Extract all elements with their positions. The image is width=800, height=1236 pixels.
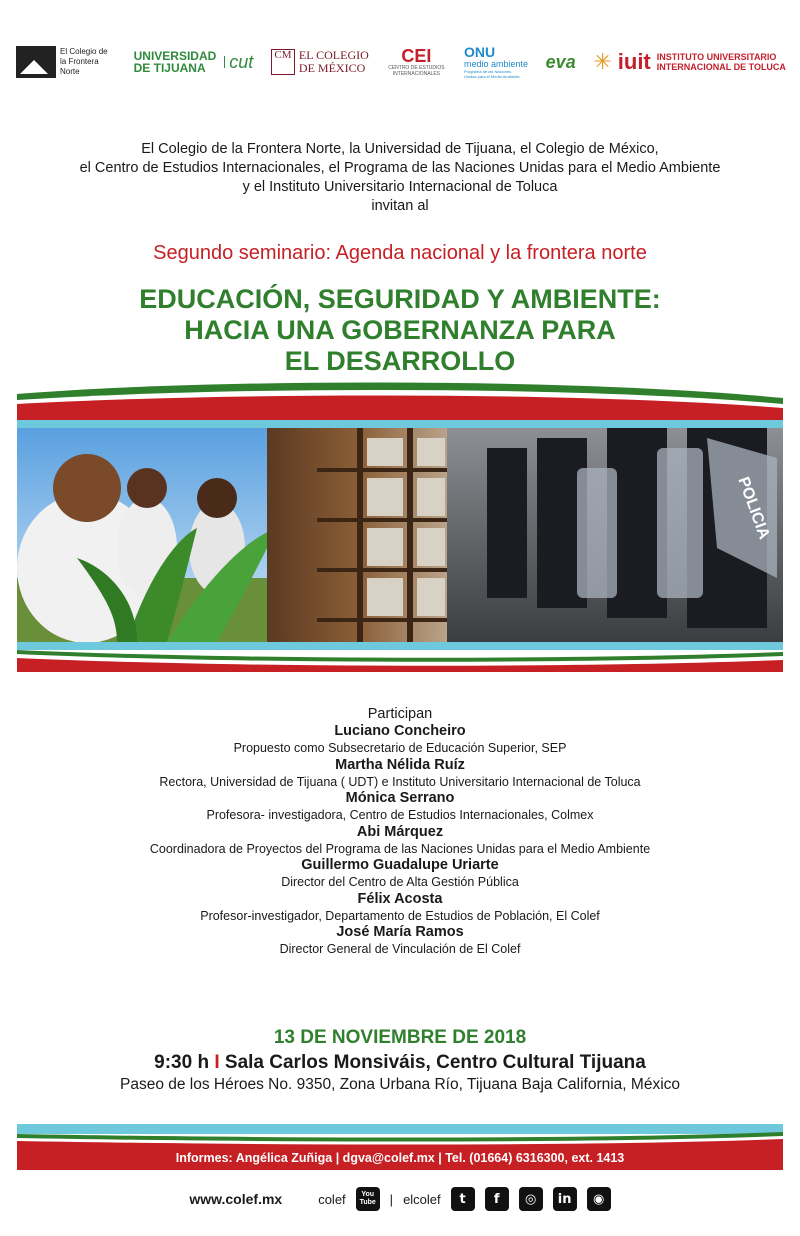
event-date: 13 DE NOVIEMBRE DE 2018 xyxy=(273,1027,527,1048)
participant-name: Abi Márquez xyxy=(356,823,444,840)
udt-logo xyxy=(134,50,254,74)
social-handle: elcolef xyxy=(403,1191,441,1207)
event-address: Paseo de los Héroes No. 9350, Zona Urbana Río, Tijuana Baja California, México xyxy=(119,1076,681,1093)
decorative-band-bottom xyxy=(17,642,783,672)
onu-subtext: medio ambiente xyxy=(464,59,529,69)
iuit-star-icon: ✳ xyxy=(593,49,612,74)
website-link[interactable]: www.colef.mx xyxy=(189,1191,283,1207)
onu-logo xyxy=(464,45,528,79)
event-venue: Sala Carlos Monsiváis, Centro Cultural Tijuana xyxy=(224,1052,646,1073)
youtube-handle: colef xyxy=(318,1191,346,1207)
contact-info-bar: Informes: Angélica Zuñiga | dgva@colef.mx | Tel. (01664) 6316300, ext. 1413 xyxy=(17,1146,783,1170)
colmex-mark: CM xyxy=(271,49,295,75)
participant-name: Luciano Concheiro xyxy=(334,723,466,739)
cei-logo-text: CEI xyxy=(401,46,432,66)
event-time-venue xyxy=(0,1051,800,1075)
participant-role: Director del Centro de Alta Gestión Pública xyxy=(281,875,519,889)
colmex-line1: EL COLEGIO xyxy=(298,48,369,62)
location-pin-icon[interactable]: ◉ xyxy=(587,1187,611,1211)
colef-mark-icon xyxy=(16,46,56,78)
time-venue-separator: I xyxy=(214,1052,220,1073)
instagram-icon[interactable]: ◎ xyxy=(519,1187,543,1211)
participant-role: Director General de Vinculación de El Colef xyxy=(279,942,521,956)
partner-logos xyxy=(16,40,786,84)
participant-role: Profesor-investigador, Departamento de Estudios de Población, El Colef xyxy=(200,908,600,923)
youtube-icon-top: You xyxy=(361,1191,375,1198)
decorative-band-top xyxy=(17,380,783,428)
youtube-icon[interactable] xyxy=(356,1187,380,1211)
participant-name: Mónica Serrano xyxy=(345,790,455,806)
cei-subtext: CENTRO DE ESTUDIOS INTERNACIONALES xyxy=(388,65,445,77)
participants-heading: Participan xyxy=(367,706,433,722)
cei-logo xyxy=(386,47,446,77)
title-line2: HACIA UNA GOBERNANZA PARA xyxy=(184,315,616,345)
udt-line2: DE TIJUANA xyxy=(133,61,206,75)
facebook-icon[interactable]: f xyxy=(485,1187,509,1211)
eva-logo xyxy=(546,52,576,73)
participant-name: Félix Acosta xyxy=(357,890,443,907)
colmex-logo xyxy=(271,49,369,75)
police-shield-label: POLICIA xyxy=(734,474,773,542)
social-divider: | xyxy=(389,1191,394,1207)
intro-line4: invitan al xyxy=(371,198,429,214)
participants-list xyxy=(0,723,800,958)
event-title xyxy=(0,284,800,377)
title-line1: EDUCACIÓN, SEGURIDAD Y AMBIENTE: xyxy=(139,284,661,314)
twitter-icon[interactable]: t xyxy=(451,1187,475,1211)
iuit-logo-text: iuit xyxy=(617,49,651,74)
participant-role: Coordinadora de Proyectos del Programa de las Naciones Unidas para el Medio Ambiente xyxy=(149,841,651,856)
iuit-line2: INTERNACIONAL DE TOLUCA xyxy=(656,62,786,72)
title-line3: EL DESARROLLO xyxy=(284,346,516,376)
eva-logo-text: eva xyxy=(545,51,576,72)
youtube-icon-bottom: Tube xyxy=(359,1199,376,1206)
intro-line1: El Colegio de la Frontera Norte, la Universidad de Tijuana, el Colegio de México, xyxy=(141,141,659,157)
participant-role: Rectora, Universidad de Tijuana ( UDT) e Instituto Universitario Internacional de Toluca xyxy=(159,774,641,789)
colef-logo-text: El Colegio de la Frontera Norte xyxy=(60,47,108,76)
onu-logo-text: ONU xyxy=(464,44,496,60)
onu-small-text: Programa de las Naciones Unidas para el Medio Ambiente xyxy=(464,69,520,79)
linkedin-icon[interactable]: in xyxy=(553,1187,577,1211)
iuit-logo xyxy=(593,49,786,75)
participant-role: Propuesto como Subsecretario de Educación Superior, SEP xyxy=(233,741,567,755)
udt-line1: UNIVERSIDAD xyxy=(133,49,217,63)
participant-name: Martha Nélida Ruíz xyxy=(335,756,465,773)
event-time: 9:30 h xyxy=(154,1052,210,1073)
social-links xyxy=(0,1184,800,1214)
seminar-subtitle: Segundo seminario: Agenda nacional y la frontera norte xyxy=(153,242,647,264)
intro-line3: y el Instituto Universitario Internacional de Toluca xyxy=(242,179,558,195)
participant-role: Profesora- investigadora, Centro de Estudios Internacionales, Colmex xyxy=(206,808,594,822)
decorative-band-footer xyxy=(17,1124,783,1146)
iuit-line1: INSTITUTO UNIVERSITARIO xyxy=(656,52,777,62)
participant-name: Guillermo Guadalupe Uriarte xyxy=(301,857,499,873)
intro-line2: el Centro de Estudios Internacionales, el Programa de las Naciones Unidas para el Medio Ambiente xyxy=(79,160,721,176)
cut-logo-text: cut xyxy=(224,56,253,68)
participant-name: José María Ramos xyxy=(336,924,464,940)
colef-logo xyxy=(16,46,116,78)
intro-text xyxy=(0,140,800,216)
colmex-line2: DE MÉXICO xyxy=(298,61,366,75)
education-security-collage xyxy=(17,428,783,642)
